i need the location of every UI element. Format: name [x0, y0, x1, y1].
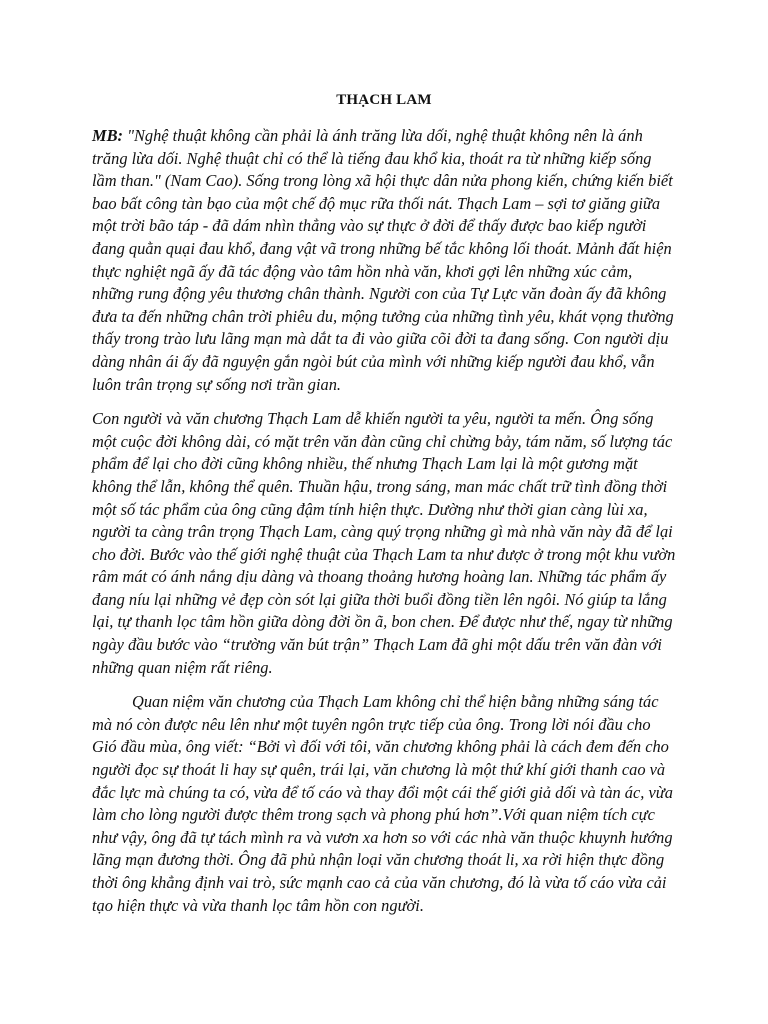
paragraph-text: "Nghệ thuật không cần phải là ánh trăng lừa dối, nghệ thuật không nên là ánh trăng lừa dối. Nghệ thuật chỉ có thể là tiếng đau khổ kia, thoát ra từ những kiếp sống lầm than." (Nam Cao). Sống trong lòng xã hội thực dân nửa phong kiến, chứng kiến biết bao bất công tàn bạo của một chế độ mục rữa thối nát. Thạch Lam – sợi tơ giăng giữa một trời bão táp - đã dám nhìn thẳng vào sự thực ở đời để thấy được bao kiếp người đang quằn quại đau khổ, đang vật vã trong những bế tắc không lối thoát. Mảnh đất hiện thực nghiệt ngã ấy đã tác động vào tâm hồn nhà văn, khơi gợi lên những xúc cảm, những rung động yêu thương chân thành. Người con của Tự Lực văn đoàn ấy đã không đưa ta đến những chân trời phiêu du, mộng tưởng của những tình yêu, khát vọng thường thấy trong trào lưu lãng mạn mà dắt ta đi vào giữa cõi đời ta đang sống. Con người dịu dàng nhân ái ấy đã nguyện gắn ngòi bút của mình với những kiếp người đau khổ, vẫn luôn trân trọng sự sống nơi trần gian.	[92, 126, 674, 394]
paragraph-text: Con người và văn chương Thạch Lam dễ khiến người ta yêu, người ta mến. Ông sống một cuộc đời không dài, có mặt trên văn đàn cũng chỉ chừng bảy, tám năm, số lượng tác phẩm để lại cho đời cũng không nhiều, thế nhưng Thạch Lam lại là một gương mặt không thể lẫn, không thể quên. Thuần hậu, trong sáng, man mác chất trữ tình đồng thời một số tác phẩm của ông cũng đậm tính hiện thực. Dường như thời gian càng lùi xa, người ta càng trân trọng Thạch Lam, càng quý trọng những gì mà nhà văn này đã để lại cho đời. Bước vào thế giới nghệ thuật của Thạch Lam ta như được ở trong một khu vườn râm mát có ánh nắng dịu dàng và thoang thoảng hương hoàng lan. Những tác phẩm ấy đang níu lại những vẻ đẹp còn sót lại giữa thời buổi đồng tiền lên ngôi. Nó giúp ta lắng lại, tự thanh lọc tâm hồn giữa dòng đời ồn ã, bon chen. Để được như thế, ngay từ những ngày đầu bước vào “trường văn bút trận” Thạch Lam đã ghi một dấu trên văn đàn với những quan niệm rất riêng.	[92, 409, 676, 677]
paragraph-3	[92, 691, 676, 917]
paragraph-text: Quan niệm văn chương của Thạch Lam không chỉ thể hiện bằng những sáng tác mà nó còn được nêu lên như một tuyên ngôn trực tiếp của ông. Trong lời nói đầu cho Gió đầu mùa, ông viết: “Bởi vì đối với tôi, văn chương không phải là cách đem đến cho người đọc sự thoát li hay sự quên, trái lại, văn chương là một thứ khí giới thanh cao và đắc lực mà chúng ta có, vừa để tố cáo và thay đổi một cái thế giới giả dối và tàn ác, vừa làm cho lòng người được thêm trong sạch và phong phú hơn”.Với quan niệm tích cực như vậy, ông đã tự tách mình ra và vươn xa hơn so với các nhà văn thuộc khuynh hướng lãng mạn đương thời. Ông đã phủ nhận loại văn chương thoát li, xa rời hiện thực đồng thời ông khẳng định vai trò, sức mạnh cao cả của văn chương, đó là vừa tố cáo vừa cải tạo hiện thực và vừa thanh lọc tâm hồn con người.	[92, 692, 673, 915]
document-title: THẠCH LAM	[336, 92, 432, 108]
paragraph-2	[92, 408, 676, 679]
paragraph-intro	[92, 125, 676, 396]
paragraph-lead-label: MB:	[92, 126, 123, 145]
